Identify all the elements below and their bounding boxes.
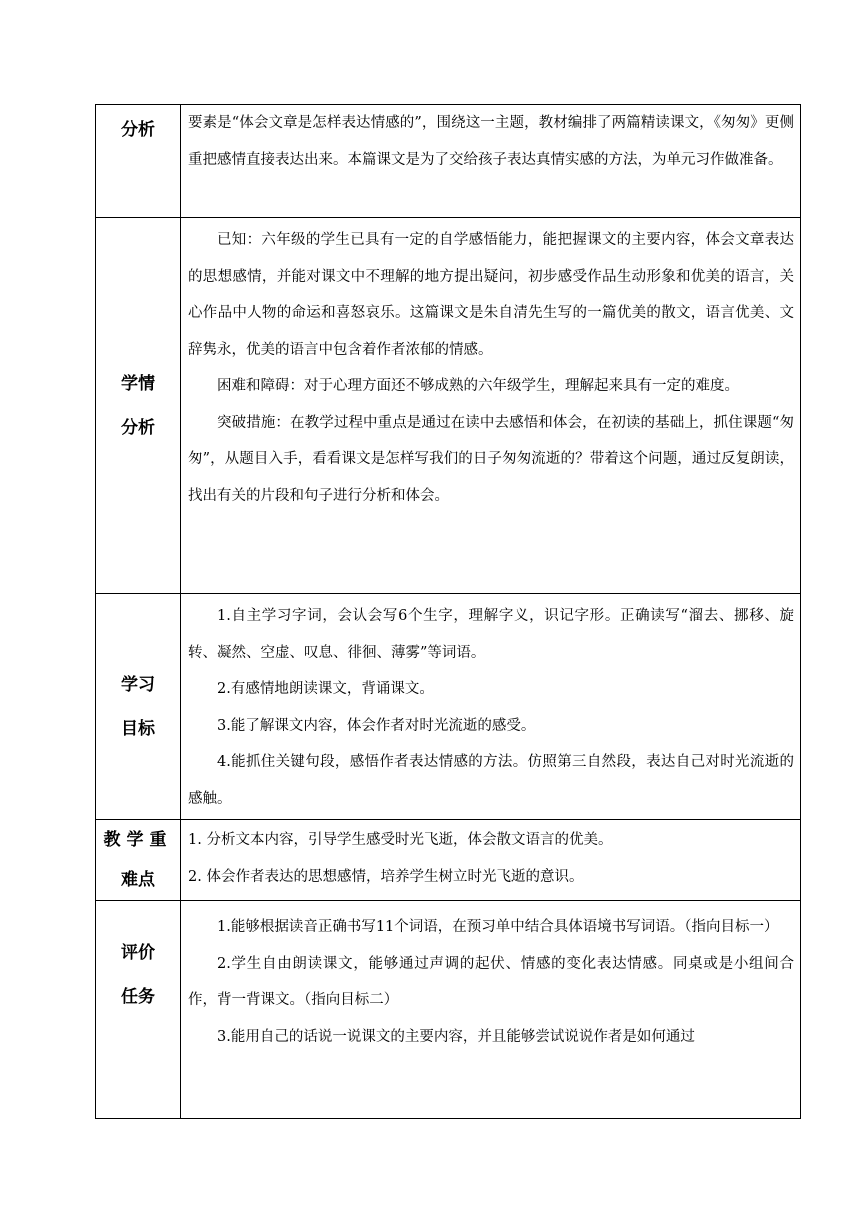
row-heading <box>96 901 181 1119</box>
paragraph: 要素是“体会文章是怎样表达情感的”，围绕这一主题，教材编排了两篇精读课文，《匆匆》更侧重把感情直接表达出来。本篇课文是为了交给孩子表达真情实感的方法，为单元习作做准备。 <box>188 115 794 168</box>
paragraph: 2.有感情地朗读课文，背诵课文。 <box>217 681 434 697</box>
paragraph: 困难和障碍：对于心理方面还不够成熟的六年级学生，理解起来具有一定的难度。 <box>217 378 739 394</box>
paragraph: 突破措施：在教学过程中重点是通过在读中去感悟和体会，在初读的基础上，抓住课题“匆匆”，从题目入手，看看课文是怎样写我们的日子匆匆流逝的？带着这个问题，通过反复朗读，找出有关的片段和句子进行分析和体会。 <box>188 414 794 504</box>
row-heading-line: 学情 <box>121 373 155 394</box>
row-content <box>181 820 801 901</box>
paragraph: 4.能抓住关键句段，感悟作者表达情感的方法。仿照第三自然段，表达自己对时光流逝的感触。 <box>188 754 794 807</box>
row-heading <box>96 820 181 901</box>
row-heading-line: 评价 <box>121 943 155 963</box>
lesson-plan-table <box>95 104 801 1119</box>
row-content <box>181 901 801 1119</box>
table-row-key-difficulties <box>96 820 801 901</box>
paragraph: 已知：六年级的学生已具有一定的自学感悟能力，能把握课文的主要内容，体会文章表达的思想感情，并能对课文中不理解的地方提出疑问，初步感受作品生动形象和优美的语言，关心作品中人物的命运和喜怒哀乐。这篇课文是朱自清先生写的一篇优美的散文，语言优美、文辞隽永，优美的语言中包含着作者浓郁的情感。 <box>188 232 794 358</box>
row-heading <box>96 105 181 218</box>
row-heading-line: 难点 <box>121 870 155 890</box>
paragraph: 2. 体会作者表达的思想感情，培养学生树立时光飞逝的意识。 <box>188 869 584 885</box>
paragraph: 1.能够根据读音正确书写11个词语，在预习单中结合具体语境书写词语。（指向目标一） <box>217 919 779 935</box>
row-heading-line: 任务 <box>121 987 155 1007</box>
table-row-learning-goals <box>96 594 801 820</box>
row-heading <box>96 594 181 820</box>
row-heading <box>96 218 181 594</box>
row-heading-line: 分析 <box>121 417 155 438</box>
paragraph: 1. 分析文本内容，引导学生感受时光飞逝，体会散文语言的优美。 <box>188 832 613 848</box>
paragraph: 3.能了解课文内容，体会作者对时光流逝的感受。 <box>217 717 536 734</box>
row-heading-line: 目标 <box>121 718 155 739</box>
paragraph: 2.学生自由朗读课文，能够通过声调的起伏、情感的变化表达情感。同桌或是小组间合作，背一背课文。（指向目标二） <box>188 955 794 1008</box>
row-heading-line: 学习 <box>121 674 155 695</box>
row-content <box>181 105 801 218</box>
row-heading-line: 分析 <box>121 120 155 140</box>
row-content <box>181 218 801 594</box>
row-heading-line: 教学重 <box>103 830 173 850</box>
row-content <box>181 594 801 820</box>
paragraph: 1.自主学习字词，会认会写6个生字，理解字义，识记字形。正确读写“溜去、挪移、旋转、凝然、空虚、叹息、徘徊、薄雾”等词语。 <box>188 608 794 661</box>
paragraph: 3.能用自己的话说一说课文的主要内容，并且能够尝试说说作者是如何通过 <box>217 1028 695 1045</box>
table-row-analysis <box>96 105 801 218</box>
table-row-student-analysis <box>96 218 801 594</box>
table-row-evaluation-tasks <box>96 901 801 1119</box>
